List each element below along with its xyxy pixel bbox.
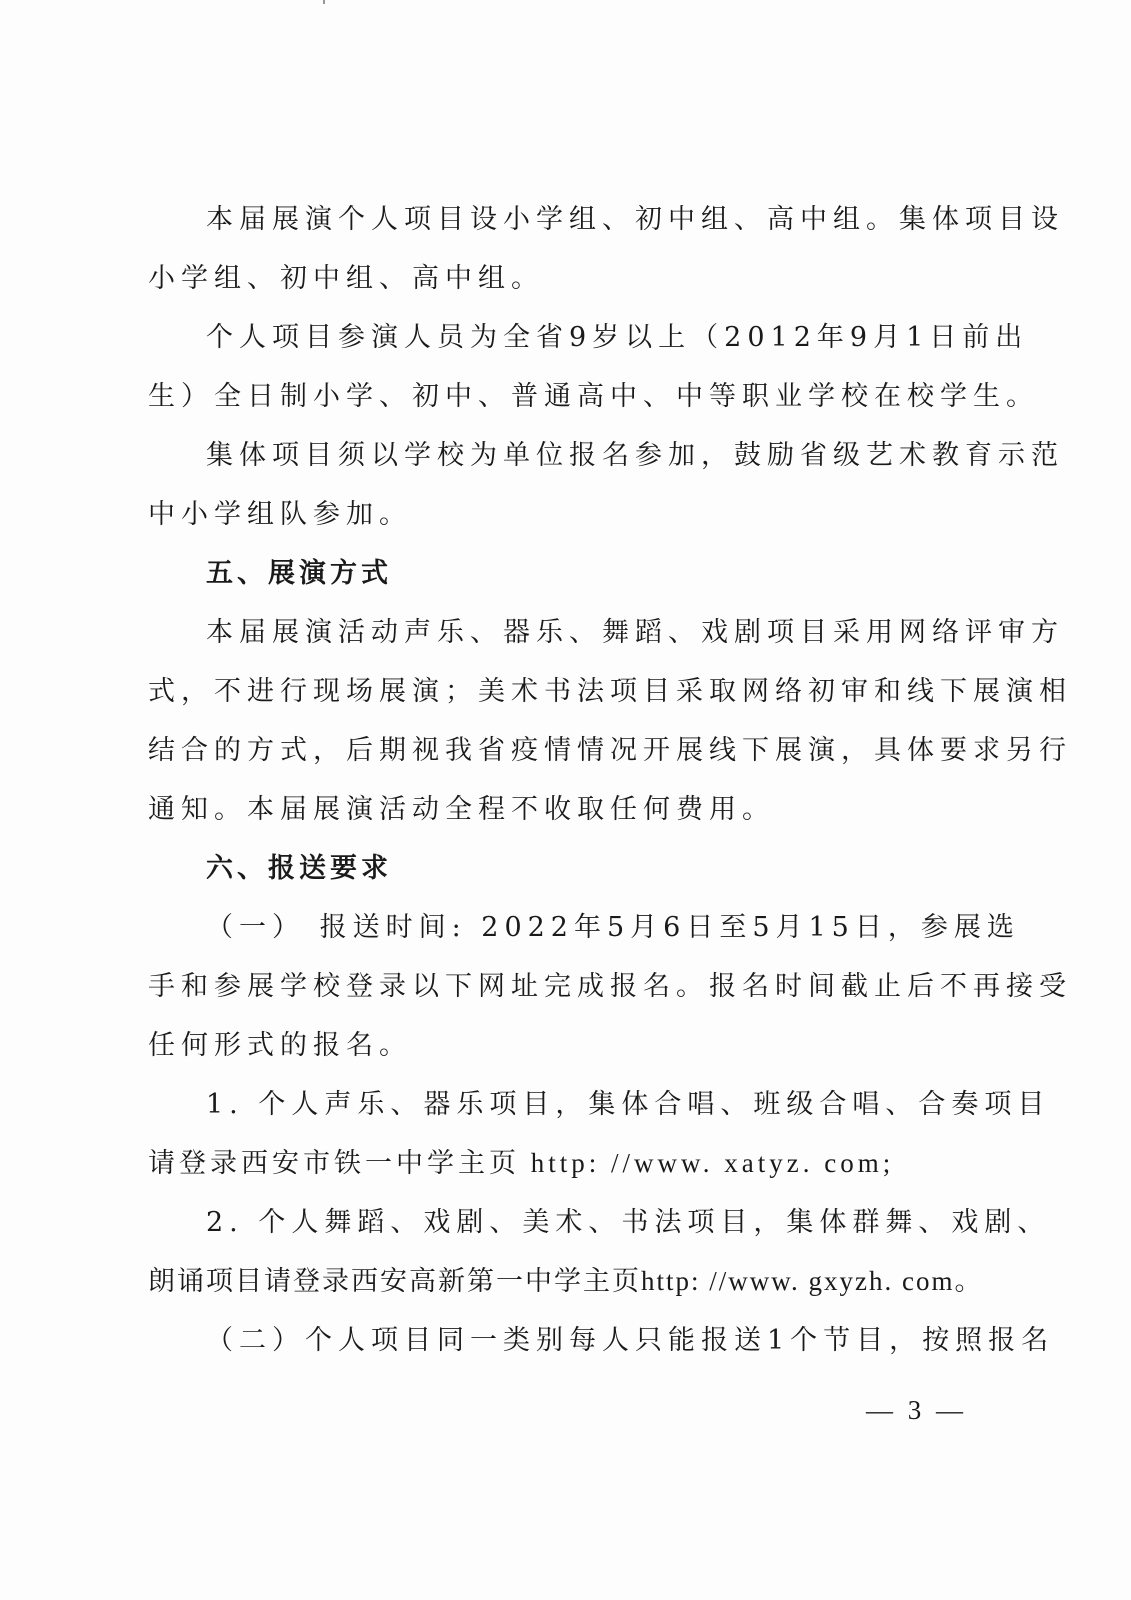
paragraph-line: 1. 个人声乐、器乐项目，集体合唱、班级合唱、合奏项目 (206, 1089, 1051, 1120)
paragraph-line: 本届展演活动声乐、器乐、舞蹈、戏剧项目采用网络评审方 (206, 617, 1064, 648)
paragraph-line: （一） 报送时间: 2022年5月6日至5月15日，参展选 (206, 912, 1020, 943)
paragraph-line: 生）全日制小学、初中、普通高中、中等职业学校在校学生。 (148, 381, 1039, 412)
section-heading: 六、报送要求 (206, 853, 392, 884)
paragraph-line: 通知。本届展演活动全程不收取任何费用。 (148, 794, 775, 825)
paragraph-line: 中小学组队参加。 (148, 499, 412, 530)
paragraph-line: 个人项目参演人员为全省9岁以上（2012年9月1日前出 (206, 322, 1029, 353)
paragraph-line: 式，不进行现场展演；美术书法项目采取网络初审和线下展演相 (148, 676, 1072, 707)
url-line: 请登录西安市铁一中学主页 http: //www. xatyz. com; (148, 1148, 895, 1178)
paragraph-line: 任何形式的报名。 (148, 1030, 412, 1061)
url-line: 朗诵项目请登录西安高新第一中学主页http: //www. gxyzh. com。 (148, 1266, 984, 1296)
paragraph-line: 集体项目须以学校为单位报名参加，鼓励省级艺术教育示范 (206, 440, 1064, 471)
section-heading: 五、展演方式 (206, 558, 392, 589)
paragraph-line: 手和参展学校登录以下网址完成报名。报名时间截止后不再接受 (148, 971, 1072, 1002)
paragraph-line: 本届展演个人项目设小学组、初中组、高中组。集体项目设 (206, 204, 1064, 235)
paragraph-line: 结合的方式，后期视我省疫情情况开展线下展演，具体要求另行 (148, 735, 1072, 766)
page-number: — 3 — (866, 1395, 967, 1425)
paragraph-line: 小学组、初中组、高中组。 (148, 263, 544, 294)
document-body (148, 190, 1072, 1370)
scan-mark (323, 0, 325, 4)
paragraph-line: （二）个人项目同一类别每人只能报送1个节目，按照报名 (206, 1325, 1055, 1356)
paragraph-line: 2. 个人舞蹈、戏剧、美术、书法项目，集体群舞、戏剧、 (206, 1207, 1051, 1238)
